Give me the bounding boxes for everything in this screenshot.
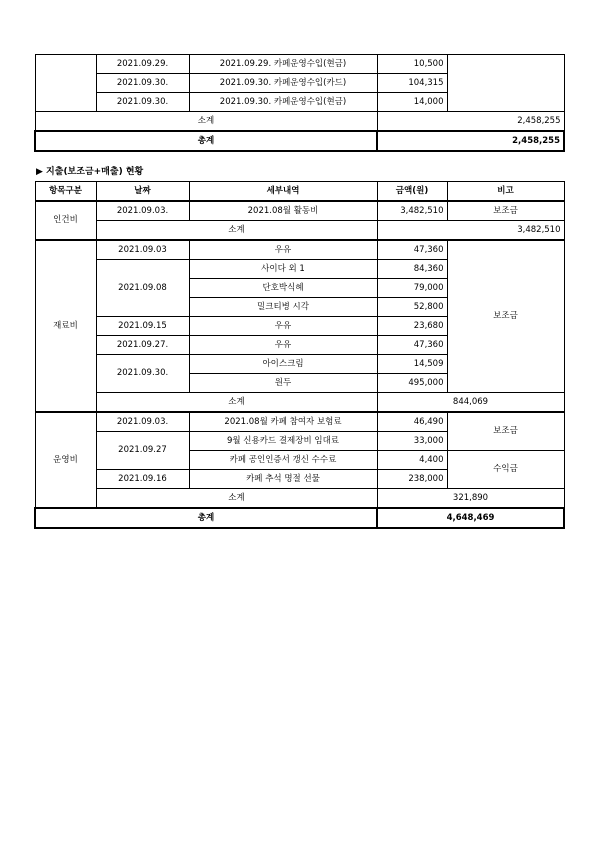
desc-cell: 9월 신용카드 결제장비 임대료	[189, 432, 377, 451]
header-date: 날짜	[96, 182, 189, 202]
note-cell: 보조금	[447, 201, 564, 221]
amount-cell: 10,500	[377, 55, 447, 74]
desc-cell: 2021.09.30. 카페운영수입(카드)	[189, 74, 377, 93]
total-label: 총계	[35, 131, 377, 151]
desc-cell: 우유	[189, 240, 377, 260]
note-cell	[447, 55, 564, 112]
subtotal-row	[35, 393, 564, 413]
amount-cell: 46,490	[377, 412, 447, 432]
category-cell: 재료비	[35, 240, 96, 412]
subtotal-value: 2,458,255	[377, 112, 564, 132]
amount-cell: 33,000	[377, 432, 447, 451]
note-cell: 보조금	[447, 412, 564, 451]
desc-cell: 아이스크림	[189, 355, 377, 374]
amount-cell: 52,800	[377, 298, 447, 317]
amount-cell: 495,000	[377, 374, 447, 393]
date-cell: 2021.09.08	[96, 260, 189, 317]
total-value: 2,458,255	[377, 131, 564, 151]
amount-cell: 3,482,510	[377, 201, 447, 221]
date-cell: 2021.09.16	[96, 470, 189, 489]
date-cell: 2021.09.30.	[96, 74, 189, 93]
expense-table	[34, 181, 565, 529]
table-row	[35, 55, 564, 74]
amount-cell: 238,000	[377, 470, 447, 489]
category-cell	[35, 55, 96, 112]
desc-cell: 카페 공인인증서 갱신 수수료	[189, 451, 377, 470]
amount-cell: 104,315	[377, 74, 447, 93]
income-table	[34, 54, 565, 152]
subtotal-label: 소계	[96, 489, 377, 509]
subtotal-label: 소계	[35, 112, 377, 132]
date-cell: 2021.09.29.	[96, 55, 189, 74]
amount-cell: 47,360	[377, 336, 447, 355]
total-value: 4,648,469	[377, 508, 564, 528]
desc-cell: 사이다 외 1	[189, 260, 377, 279]
total-row	[35, 508, 564, 528]
amount-cell: 4,400	[377, 451, 447, 470]
subtotal-value: 3,482,510	[377, 221, 564, 241]
date-cell: 2021.09.30.	[96, 93, 189, 112]
desc-cell: 우유	[189, 317, 377, 336]
subtotal-row	[35, 221, 564, 241]
subtotal-label: 소계	[96, 221, 377, 241]
date-cell: 2021.09.15	[96, 317, 189, 336]
desc-cell: 밀크티병 시각	[189, 298, 377, 317]
amount-cell: 84,360	[377, 260, 447, 279]
category-cell: 인건비	[35, 201, 96, 240]
subtotal-label: 소계	[96, 393, 377, 413]
desc-cell: 2021.08월 활동비	[189, 201, 377, 221]
date-cell: 2021.09.03.	[96, 201, 189, 221]
note-cell: 보조금	[447, 240, 564, 393]
note-cell: 수익금	[447, 451, 564, 489]
subtotal-row	[35, 489, 564, 509]
total-row	[35, 131, 564, 151]
date-cell: 2021.09.27.	[96, 336, 189, 355]
table-row	[35, 201, 564, 221]
subtotal-row	[35, 112, 564, 132]
section-heading: ▶ 지출(보조금+매출) 현황	[36, 167, 144, 177]
amount-cell: 47,360	[377, 240, 447, 260]
subtotal-value: 321,890	[377, 489, 564, 509]
desc-cell: 단호박식혜	[189, 279, 377, 298]
date-cell: 2021.09.30.	[96, 355, 189, 393]
table-row	[35, 240, 564, 260]
header-row	[35, 182, 564, 202]
desc-cell: 우유	[189, 336, 377, 355]
date-cell: 2021.09.03	[96, 240, 189, 260]
total-label: 총계	[35, 508, 377, 528]
amount-cell: 14,509	[377, 355, 447, 374]
desc-cell: 2021.08월 카페 참여자 보험료	[189, 412, 377, 432]
desc-cell: 카페 추석 명절 선물	[189, 470, 377, 489]
table-row	[35, 412, 564, 432]
subtotal-value: 844,069	[377, 393, 564, 413]
amount-cell: 23,680	[377, 317, 447, 336]
date-cell: 2021.09.27	[96, 432, 189, 470]
category-cell: 운영비	[35, 412, 96, 508]
header-amount: 금액(원)	[377, 182, 447, 202]
desc-cell: 2021.09.29. 카페운영수입(현금)	[189, 55, 377, 74]
header-category: 항목구분	[35, 182, 96, 202]
desc-cell: 2021.09.30. 카페운영수입(현금)	[189, 93, 377, 112]
header-desc: 세부내역	[189, 182, 377, 202]
amount-cell: 14,000	[377, 93, 447, 112]
header-note: 비고	[447, 182, 564, 202]
amount-cell: 79,000	[377, 279, 447, 298]
date-cell: 2021.09.03.	[96, 412, 189, 432]
desc-cell: 원두	[189, 374, 377, 393]
